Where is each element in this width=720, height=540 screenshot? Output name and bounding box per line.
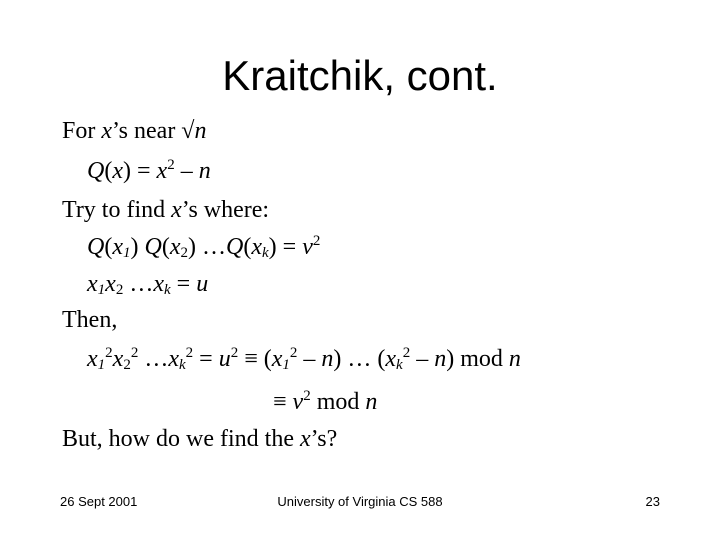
- func-q: Q: [226, 234, 244, 260]
- sub-line-5: [87, 270, 208, 298]
- func-q: Q: [87, 234, 105, 260]
- text: For: [62, 118, 102, 144]
- ellipsis: …: [196, 234, 226, 260]
- var-n: n: [434, 346, 447, 372]
- var-x: x: [251, 234, 262, 260]
- text: ’s near √: [112, 118, 195, 144]
- equals: =: [170, 271, 197, 297]
- text: ’s?: [310, 426, 338, 452]
- mod-text: ) mod: [446, 346, 509, 372]
- bullet-line-3: [62, 196, 269, 224]
- var-x: x: [87, 346, 98, 372]
- subscript: k: [396, 357, 403, 373]
- var-n: n: [365, 389, 378, 415]
- exponent: 2: [105, 345, 113, 361]
- sub-line-7: $x_1^2x_2^2$ $\dots x_k^2 = u^2 \equiv (x_1^2 - n)$ … $(x_k^2 - n)$ mod n: [87, 345, 521, 373]
- var-n: n: [508, 346, 521, 372]
- minus: –: [174, 158, 199, 184]
- footer-date: 26 Sept 2001: [60, 494, 138, 509]
- exponent: 2: [230, 345, 239, 361]
- var-x: x: [385, 346, 397, 372]
- exponent: 2: [185, 345, 194, 361]
- var-x: x: [299, 426, 311, 452]
- ellipsis: …: [123, 271, 154, 297]
- mod-text: mod: [310, 389, 366, 415]
- slide-title: Kraitchik, cont.: [222, 52, 498, 99]
- var-u: u: [196, 271, 209, 297]
- subscript: 1: [97, 357, 106, 373]
- subscript: 2: [180, 245, 188, 261]
- var-x: x: [112, 158, 123, 184]
- func-q: Q: [87, 158, 105, 184]
- bullet-line-1: [62, 117, 206, 145]
- var-n: n: [321, 346, 334, 372]
- var-x: x: [112, 234, 123, 260]
- congruence: ≡: [273, 389, 293, 415]
- var-n: n: [194, 118, 207, 144]
- var-x: x: [271, 346, 283, 372]
- bullet-line-9: [62, 425, 337, 453]
- var-x: x: [171, 197, 182, 223]
- var-x: x: [156, 158, 168, 184]
- var-n: n: [198, 158, 211, 184]
- text: ’s where:: [181, 197, 270, 223]
- bullet-line-6: [62, 306, 117, 334]
- func-q: Q: [144, 234, 162, 260]
- var-v: v: [302, 234, 313, 260]
- minus: –: [297, 346, 322, 372]
- ellipsis: …: [138, 346, 169, 372]
- ellipsis: ) … (: [333, 346, 386, 372]
- footer-course: University of Virginia CS 588: [277, 494, 443, 509]
- congruence: ≡: [238, 346, 264, 372]
- text: Then,: [62, 307, 118, 333]
- exponent: 2: [167, 157, 175, 173]
- equals: =: [193, 346, 219, 372]
- var-x: x: [168, 346, 179, 372]
- sub-line-4: $Q(x_1)$ $Q(x_2)$ $\dots Q(x_k) = v^2$: [87, 233, 321, 261]
- var-v: v: [292, 389, 304, 415]
- var-x: x: [169, 234, 181, 260]
- subscript: 2: [115, 282, 124, 298]
- subscript: 1: [97, 282, 106, 298]
- subscript: 2: [123, 357, 131, 373]
- equals: =: [276, 234, 303, 260]
- var-x: x: [153, 271, 164, 297]
- subscript: k: [163, 282, 171, 298]
- exponent: 2: [130, 345, 139, 361]
- var-x: x: [105, 271, 116, 297]
- sub-line-2: $Q(x) = x^2 - n$: [87, 157, 211, 184]
- footer-page-number: 23: [645, 494, 660, 509]
- text: But, how do we find the: [62, 426, 300, 452]
- var-x: x: [112, 346, 124, 372]
- subscript: k: [262, 245, 269, 261]
- var-x: x: [87, 271, 98, 297]
- var-x: x: [101, 118, 112, 144]
- subscript: k: [178, 357, 186, 373]
- minus: –: [410, 346, 435, 372]
- subscript: 1: [123, 245, 131, 261]
- var-u: u: [218, 346, 231, 372]
- equals: =: [131, 158, 157, 184]
- sub-line-8: [273, 388, 377, 416]
- text: Try to find: [62, 197, 172, 223]
- subscript: 1: [282, 357, 290, 373]
- exponent: 2: [303, 388, 311, 404]
- exponent: 2: [289, 345, 298, 361]
- exponent: 2: [402, 345, 411, 361]
- exponent: 2: [312, 233, 321, 249]
